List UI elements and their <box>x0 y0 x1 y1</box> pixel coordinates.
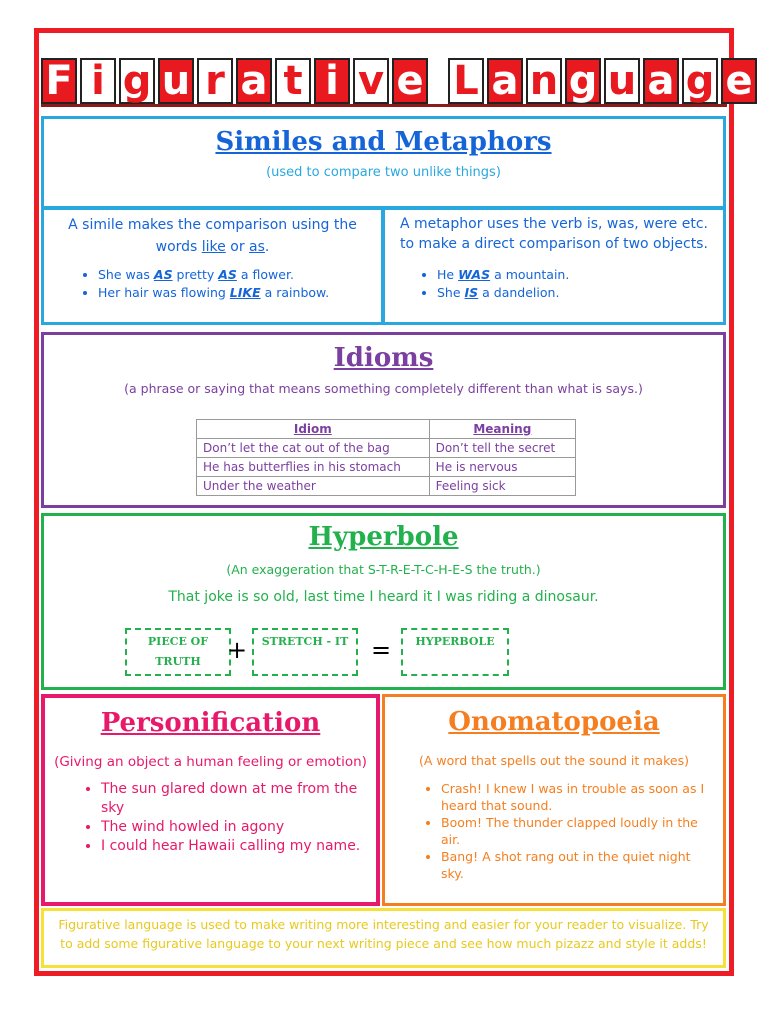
hyperbole-box <box>41 513 726 690</box>
table-row <box>197 458 576 477</box>
personification-title: Personification <box>100 708 321 738</box>
metaphor-box <box>382 207 726 325</box>
list-item: • The sun glared down at me from the sky <box>101 780 376 818</box>
meaning-cell: Don’t tell the secret <box>429 439 575 458</box>
personification-examples <box>45 780 376 856</box>
list-item: • Bang! A shot rang out in the quiet night sky. <box>441 848 715 882</box>
table-header-row <box>197 420 576 439</box>
idioms-note: (a phrase or saying that means something completely different than what is says.) <box>124 381 643 396</box>
plus-sign: + <box>227 636 248 664</box>
idioms-table <box>196 419 576 496</box>
simile-box <box>41 207 384 325</box>
onomatopoeia-note: (A word that spells out the sound it makes) <box>419 753 689 768</box>
title-letter-tile: a <box>643 58 679 104</box>
list-item: • I could hear Hawaii calling my name. <box>101 837 376 856</box>
footer-note: Figurative language is used to make writing more interesting and easier for your reader to visualize. Try to add some figurative language to your next writing piece and see how much pizazz and style it adds! <box>41 908 726 968</box>
personification-note: (Giving an object a human feeling or emotion) <box>54 754 367 770</box>
idiom-cell: Don’t let the cat out of the bag <box>197 439 430 458</box>
title-letter-tile: u <box>604 58 640 104</box>
title-underline <box>41 104 727 107</box>
table-row <box>197 477 576 496</box>
box-label: TRUTH <box>155 655 201 668</box>
box-label: STRETCH - IT <box>261 635 349 648</box>
list-item: • Crash! I knew I was in trouble as soon as I heard that sound. <box>441 780 715 814</box>
title-space <box>431 58 445 104</box>
title-letter-tile: L <box>448 58 484 104</box>
title-letter-tile: u <box>158 58 194 104</box>
list-item: • Her hair was flowing LIKE a rainbow. <box>98 284 381 302</box>
title-letter-tile: g <box>682 58 718 104</box>
title-letter-tile: v <box>353 58 389 104</box>
hyperbole-title: Hyperbole <box>308 522 459 552</box>
title-letter-tile: r <box>197 58 233 104</box>
title-letter-tile: g <box>565 58 601 104</box>
metaphor-examples <box>385 266 723 302</box>
simile-description: A simile makes the comparison using the words like or as. <box>68 217 357 255</box>
idioms-box <box>41 332 726 508</box>
column-header-idiom: Idiom <box>197 420 430 439</box>
title-letter-tile: g <box>119 58 155 104</box>
onomatopoeia-title: Onomatopoeia <box>448 707 660 737</box>
simile-examples <box>44 266 381 302</box>
title-letter-tile: a <box>236 58 272 104</box>
metaphor-description: A metaphor uses the verb is, was, were etc. to make a direct comparison of two objects. <box>400 216 708 252</box>
stretch-it-box <box>252 628 358 676</box>
poster-title <box>41 52 753 110</box>
meaning-cell: Feeling sick <box>429 477 575 496</box>
similes-note: (used to compare two unlike things) <box>266 165 501 180</box>
title-letter-tile: F <box>41 58 77 104</box>
box-label: PIECE OF <box>147 635 209 648</box>
hyperbole-note: (An exaggeration that S-T-R-E-T-C-H-E-S the truth.) <box>226 562 541 577</box>
list-item: • She IS a dandelion. <box>437 284 723 302</box>
list-item: • The wind howled in agony <box>101 818 376 837</box>
hyperbole-example: That joke is so old, last time I heard it I was riding a dinosaur. <box>168 589 599 605</box>
list-item: • Boom! The thunder clapped loudly in the air. <box>441 814 715 848</box>
title-letter-tile: a <box>487 58 523 104</box>
table-row <box>197 439 576 458</box>
meaning-cell: He is nervous <box>429 458 575 477</box>
hyperbole-result-box <box>401 628 509 676</box>
piece-of-truth-box <box>125 628 231 676</box>
idiom-cell: Under the weather <box>197 477 430 496</box>
list-item: • She was AS pretty AS a flower. <box>98 266 381 284</box>
box-label: HYPERBOLE <box>415 635 495 648</box>
equals-sign: = <box>371 636 392 664</box>
onomatopoeia-box <box>382 694 726 906</box>
onomatopoeia-examples <box>385 780 715 882</box>
title-letter-tile: n <box>526 58 562 104</box>
similes-header-box <box>41 116 726 209</box>
title-letter-tile: e <box>392 58 428 104</box>
title-letter-tile: i <box>314 58 350 104</box>
column-header-meaning: Meaning <box>429 420 575 439</box>
idiom-cell: He has butterflies in his stomach <box>197 458 430 477</box>
idioms-title: Idioms <box>333 343 434 373</box>
title-letter-tile: e <box>721 58 757 104</box>
personification-box <box>41 694 380 906</box>
title-letter-tile: i <box>80 58 116 104</box>
title-letter-tile: t <box>275 58 311 104</box>
list-item: • He WAS a mountain. <box>437 266 723 284</box>
similes-title: Similes and Metaphors <box>215 127 552 157</box>
